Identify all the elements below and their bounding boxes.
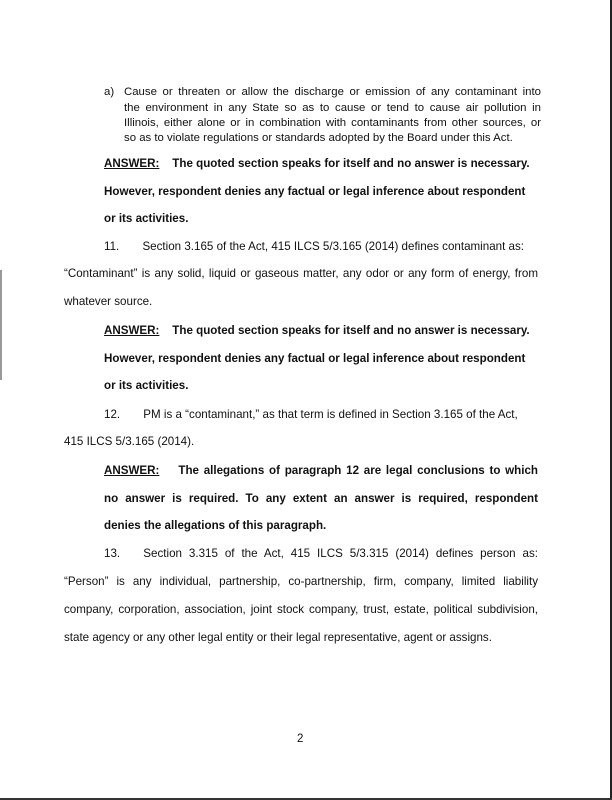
subsection-a-line: Illinois, either alone or in combination with contaminants from other sources, or <box>124 117 541 129</box>
paragraph-12: 12. PM is a “contaminant,” as that term is defined in Section 3.165 of the Act, <box>104 408 518 421</box>
paragraph-12-line: 415 ILCS 5/3.165 (2014). <box>64 435 195 448</box>
answer-heading: ANSWER: <box>104 157 160 170</box>
answer-heading: ANSWER: <box>104 324 160 337</box>
page-number: 2 <box>297 733 304 745</box>
answer-2 <box>104 324 530 337</box>
paragraph-13-line: “Person” is any individual, partnership, co-partnership, firm, company, limited liability <box>64 575 538 588</box>
answer-1 <box>104 157 530 170</box>
subsection-a-line: the environment in any State so as to cause or tend to cause air pollution in <box>124 102 541 114</box>
paragraph-13: 13. Section 3.315 of the Act, 415 ILCS 5/3.315 (2014) defines person as: <box>104 547 538 560</box>
answer-3 <box>104 464 538 477</box>
subsection-a-line: so as to violate regulations or standards adopted by the Board under this Act. <box>124 132 513 144</box>
subsection-a-label: a) <box>104 86 115 98</box>
answer-text: The allegations of paragraph 12 are legal conclusions to which <box>178 464 538 477</box>
answer-2-line: However, respondent denies any factual or legal inference about respondent <box>104 352 526 365</box>
answer-text: The quoted section speaks for itself and no answer is necessary. <box>172 324 530 337</box>
answer-heading: ANSWER: <box>104 464 160 477</box>
answer-3-line: denies the allegations of this paragraph. <box>104 519 327 532</box>
answer-1-line: or its activities. <box>104 212 189 225</box>
answer-2-line: or its activities. <box>104 379 189 392</box>
subsection-a-line: Cause or threaten or allow the discharge or emission of any contaminant into <box>124 86 541 98</box>
scan-edge-left <box>0 270 2 380</box>
paragraph-11-line: “Contaminant” is any solid, liquid or gaseous matter, any odor or any form of energy, from <box>64 267 538 280</box>
paragraph-11: 11. Section 3.165 of the Act, 415 ILCS 5/3.165 (2014) defines contaminant as: <box>104 240 525 253</box>
paragraph-11-line: whatever source. <box>64 295 153 308</box>
answer-3-line: no answer is required. To any extent an answer is required, respondent <box>104 492 538 505</box>
answer-text: The quoted section speaks for itself and no answer is necessary. <box>172 157 530 170</box>
answer-1-line: However, respondent denies any factual or legal inference about respondent <box>104 185 526 198</box>
paragraph-13-line: company, corporation, association, joint stock company, trust, estate, political subdivision, <box>64 603 538 616</box>
paragraph-13-line: state agency or any other legal entity or their legal representative, agent or assigns. <box>64 631 492 644</box>
